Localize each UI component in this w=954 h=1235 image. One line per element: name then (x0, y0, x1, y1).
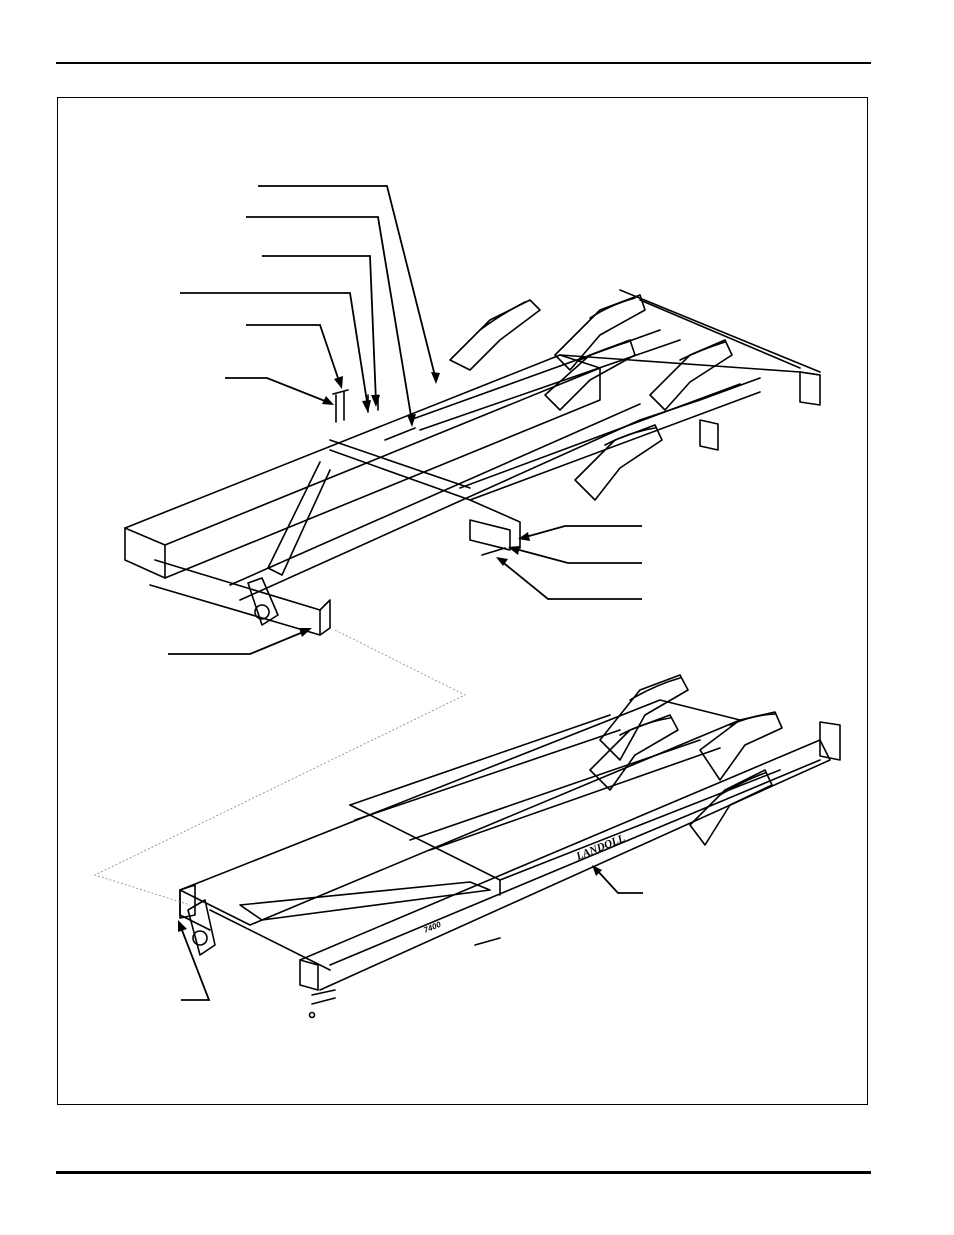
callout-c5-arrow (334, 376, 343, 389)
callout-c8-leader (512, 548, 642, 563)
callout-c11-leader (595, 868, 643, 893)
callout-c2-arrow (407, 414, 416, 427)
callout-c9-leader (500, 560, 642, 599)
callout-c12-arrow (178, 920, 187, 932)
callout-c5-leader (246, 325, 340, 384)
callout-c4-arrow (362, 400, 371, 413)
decal-logo: LANDOLL (574, 832, 627, 863)
footer-rule (56, 1171, 871, 1174)
callout-c4-leader (180, 293, 368, 408)
upper-frame-section (125, 290, 820, 635)
decal-model: 7400 (422, 919, 443, 935)
callout-c2-leader (246, 217, 412, 422)
callout-c10-leader (168, 630, 308, 654)
callout-c3-leader (262, 256, 376, 402)
callout-leaders (168, 186, 643, 1000)
callout-c6-arrow (322, 396, 334, 405)
callout-c6-leader (225, 378, 330, 403)
assembly-link-line (95, 630, 465, 905)
callout-c1-arrow (431, 372, 440, 384)
callout-c7-leader (522, 526, 642, 538)
callout-c1-leader (258, 186, 436, 380)
lower-frame-section (180, 675, 840, 1018)
